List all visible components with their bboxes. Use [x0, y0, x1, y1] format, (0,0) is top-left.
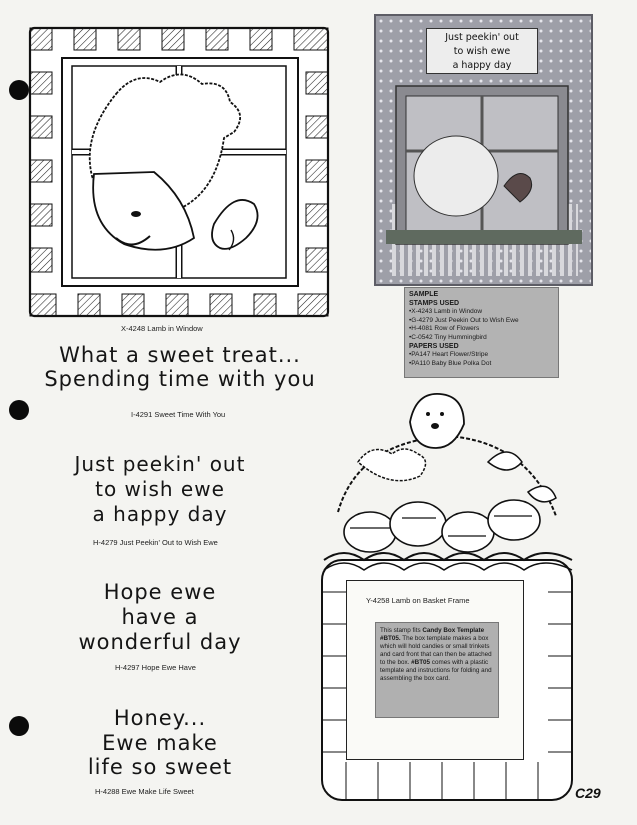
banner-line-1: Just peekin' out: [445, 32, 519, 43]
verse-sweet-time: [30, 344, 330, 391]
note-template-code: #BT05: [411, 659, 431, 666]
hope-caption: H-4297 Hope Ewe Have: [115, 663, 196, 672]
note-template-name: Candy Box Template #BT05.: [380, 627, 485, 642]
legend-paper-item: • PA147 Heart Flower/Stripe: [409, 351, 554, 360]
sample-card-photo: [374, 14, 593, 286]
verse-line: Hope ewe: [103, 580, 217, 604]
verse-line: to wish ewe: [95, 477, 225, 502]
legend-stamp-item: • X-4243 Lamb in Window: [409, 308, 554, 317]
lamb-in-window-caption: X-4248 Lamb in Window: [121, 324, 203, 333]
verse-hope: [60, 580, 260, 656]
binder-hole-bottom: [9, 716, 29, 736]
sample-card-banner: [426, 28, 538, 74]
verse-line: life so sweet: [87, 755, 233, 780]
note-text: This stamp fits: [380, 627, 423, 634]
legend-stamp-item: • H-4081 Row of Flowers: [409, 325, 554, 334]
verse-line: wonderful day: [78, 630, 242, 655]
legend-stamp-item: • C-0542 Tiny Hummingbird: [409, 334, 554, 343]
legend-heading-sample: SAMPLE: [409, 291, 439, 298]
verse-honey: [60, 706, 260, 780]
basket-caption: Y-4258 Lamb on Basket Frame: [366, 596, 470, 605]
sample-legend-box: [404, 287, 559, 378]
verse-line: Spending time with you: [44, 366, 316, 391]
banner-line-3: a happy day: [452, 60, 512, 71]
legend-stamp-item: • G-4279 Just Peekin Out to Wish Ewe: [409, 317, 554, 326]
sweet-time-caption: I-4291 Sweet Time With You: [131, 410, 226, 419]
candy-box-note: [375, 622, 499, 718]
verse-line: Ewe make: [102, 730, 218, 755]
verse-peekin: [50, 452, 270, 528]
lamb-in-window-stamp-image: [24, 24, 334, 320]
note-text: The box template makes a box which will hold candies or small trinkets and card front that can then be attached to the box.: [380, 635, 492, 666]
peekin-caption: H-4279 Just Peekin' Out to Wish Ewe: [93, 538, 218, 547]
verse-line: Honey...: [113, 706, 207, 730]
legend-heading-papers: PAPERS USED: [409, 342, 459, 350]
verse-line: a happy day: [92, 502, 228, 527]
verse-line: Just peekin' out: [74, 452, 246, 476]
note-text: comes with a plastic template and instructions for folding and assembling the box card.: [380, 659, 492, 682]
page-number: C29: [575, 785, 601, 801]
banner-line-2: to wish ewe: [453, 46, 511, 57]
verse-line: What a sweet treat...: [59, 343, 301, 367]
honey-caption: H-4288 Ewe Make Life Sweet: [95, 787, 194, 796]
binder-hole-middle: [9, 400, 29, 420]
legend-heading-stamps: STAMPS USED: [409, 299, 460, 307]
legend-paper-item: • PA110 Baby Blue Polka Dot: [409, 360, 554, 369]
verse-line: have a: [121, 605, 199, 630]
